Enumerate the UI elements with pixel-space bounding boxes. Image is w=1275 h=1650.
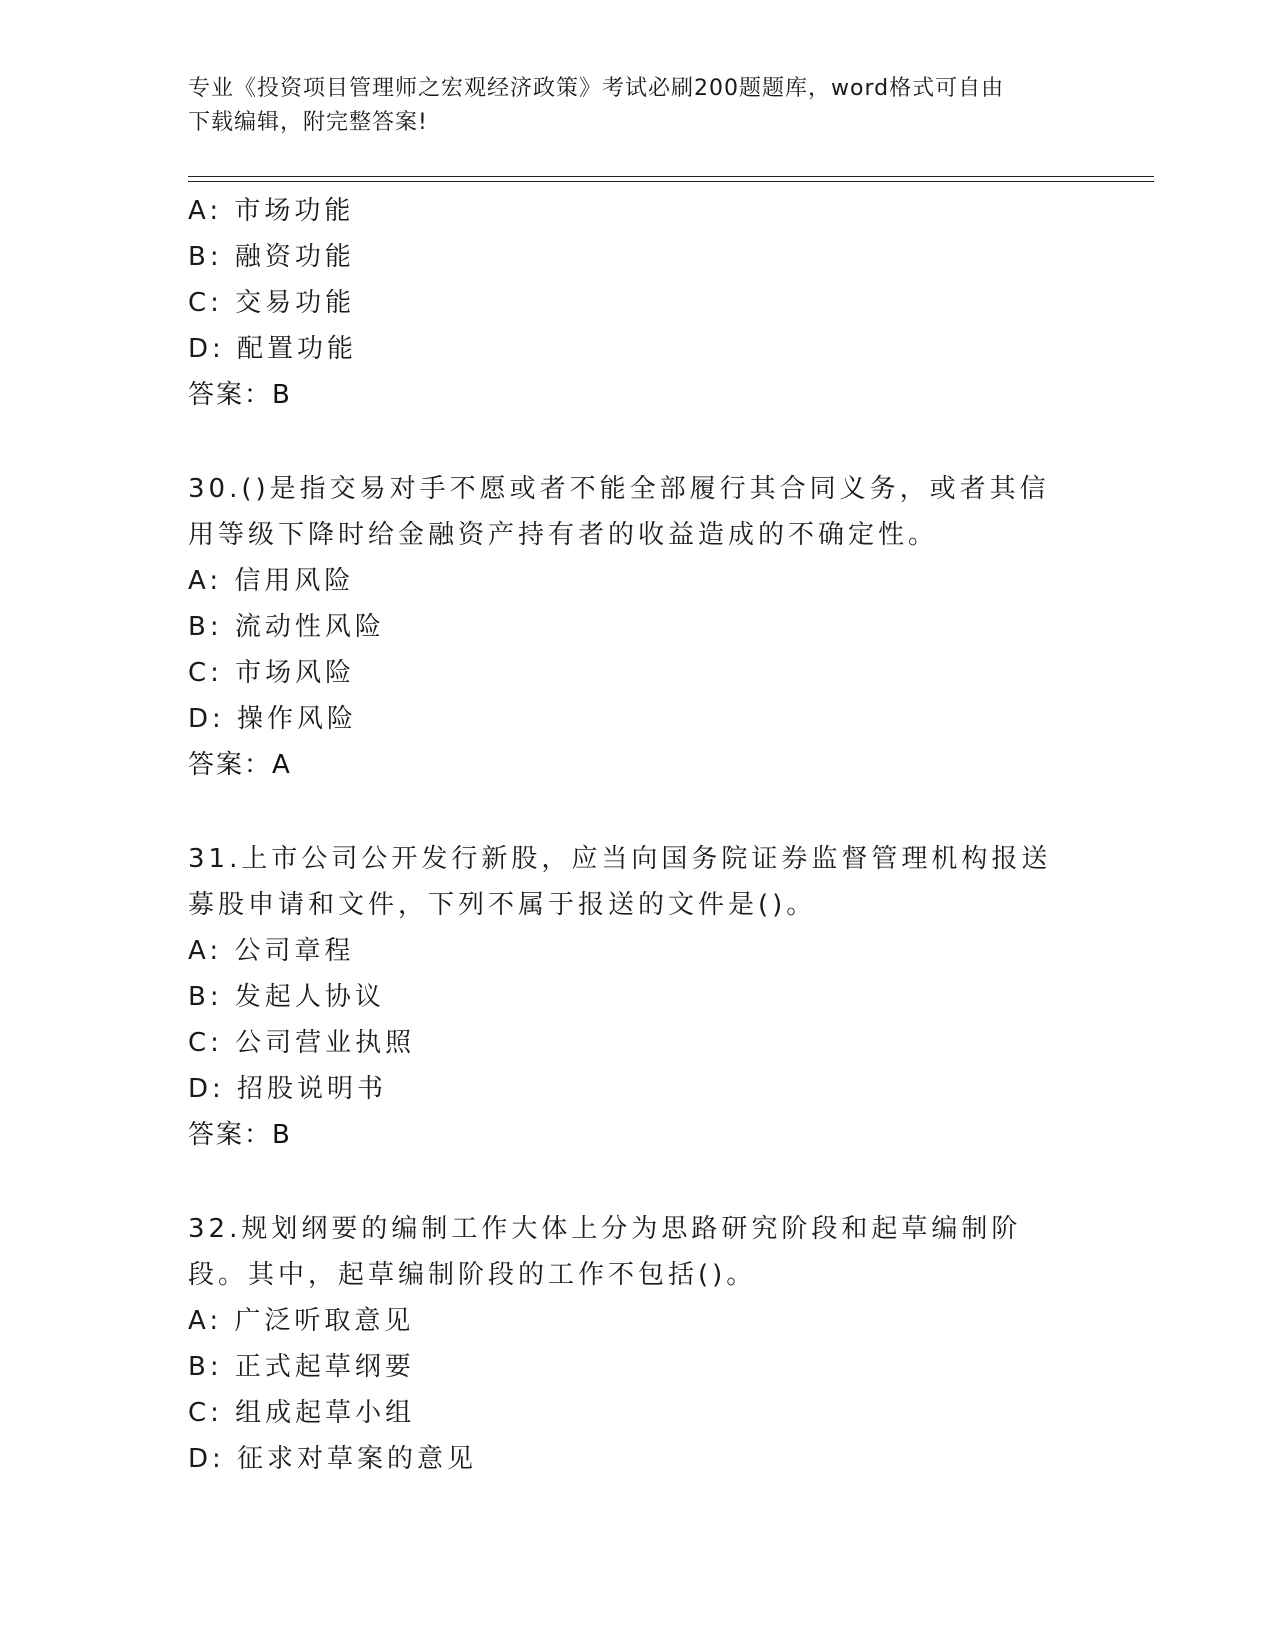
header-rule-top — [188, 176, 1154, 177]
option-b: B: 发起人协议 — [188, 982, 385, 1012]
answer-line: 答案：B — [188, 1120, 292, 1150]
answer-line: 答案：B — [188, 380, 292, 410]
question-block-29 — [188, 188, 1088, 418]
option-d: D: 征求对草案的意见 — [188, 1444, 478, 1474]
question-text: 30.()是指交易对手不愿或者不能全部履行其合同义务，或者其信用等级下降时给金融资产持有者的收益造成的不确定性。 — [188, 474, 1050, 550]
header-rule-bottom — [188, 181, 1154, 182]
option-a: A: 广泛听取意见 — [188, 1306, 415, 1336]
option-d: D: 招股说明书 — [188, 1074, 388, 1104]
option-b: B: 流动性风险 — [188, 612, 385, 642]
option-c: C: 市场风险 — [188, 658, 356, 688]
option-c: C: 交易功能 — [188, 288, 356, 318]
option-a: A: 信用风险 — [188, 566, 355, 596]
question-block-32 — [188, 1206, 1088, 1482]
option-a: A: 公司章程 — [188, 936, 355, 966]
question-text: 32.规划纲要的编制工作大体上分为思路研究阶段和起草编制阶段。其中，起草编制阶段的工作不包括()。 — [188, 1214, 1022, 1290]
question-block-30 — [188, 466, 1088, 788]
option-d: D: 操作风险 — [188, 704, 358, 734]
option-c: C: 组成起草小组 — [188, 1398, 416, 1428]
answer-line: 答案：A — [188, 750, 292, 780]
question-text: 31.上市公司公开发行新股，应当向国务院证券监督管理机构报送募股申请和文件，下列不属于报送的文件是()。 — [188, 844, 1052, 920]
option-a: A: 市场功能 — [188, 196, 355, 226]
document-header — [188, 72, 1088, 140]
document-body — [188, 188, 1088, 1482]
header-line-2: 下载编辑，附完整答案! — [188, 110, 428, 135]
option-c: C: 公司营业执照 — [188, 1028, 416, 1058]
option-b: B: 正式起草纲要 — [188, 1352, 415, 1382]
option-d: D: 配置功能 — [188, 334, 358, 364]
option-b: B: 融资功能 — [188, 242, 355, 272]
question-block-31 — [188, 836, 1088, 1158]
header-line-1: 专业《投资项目管理师之宏观经济政策》考试必刷200题题库，word格式可自由 — [188, 76, 1005, 101]
